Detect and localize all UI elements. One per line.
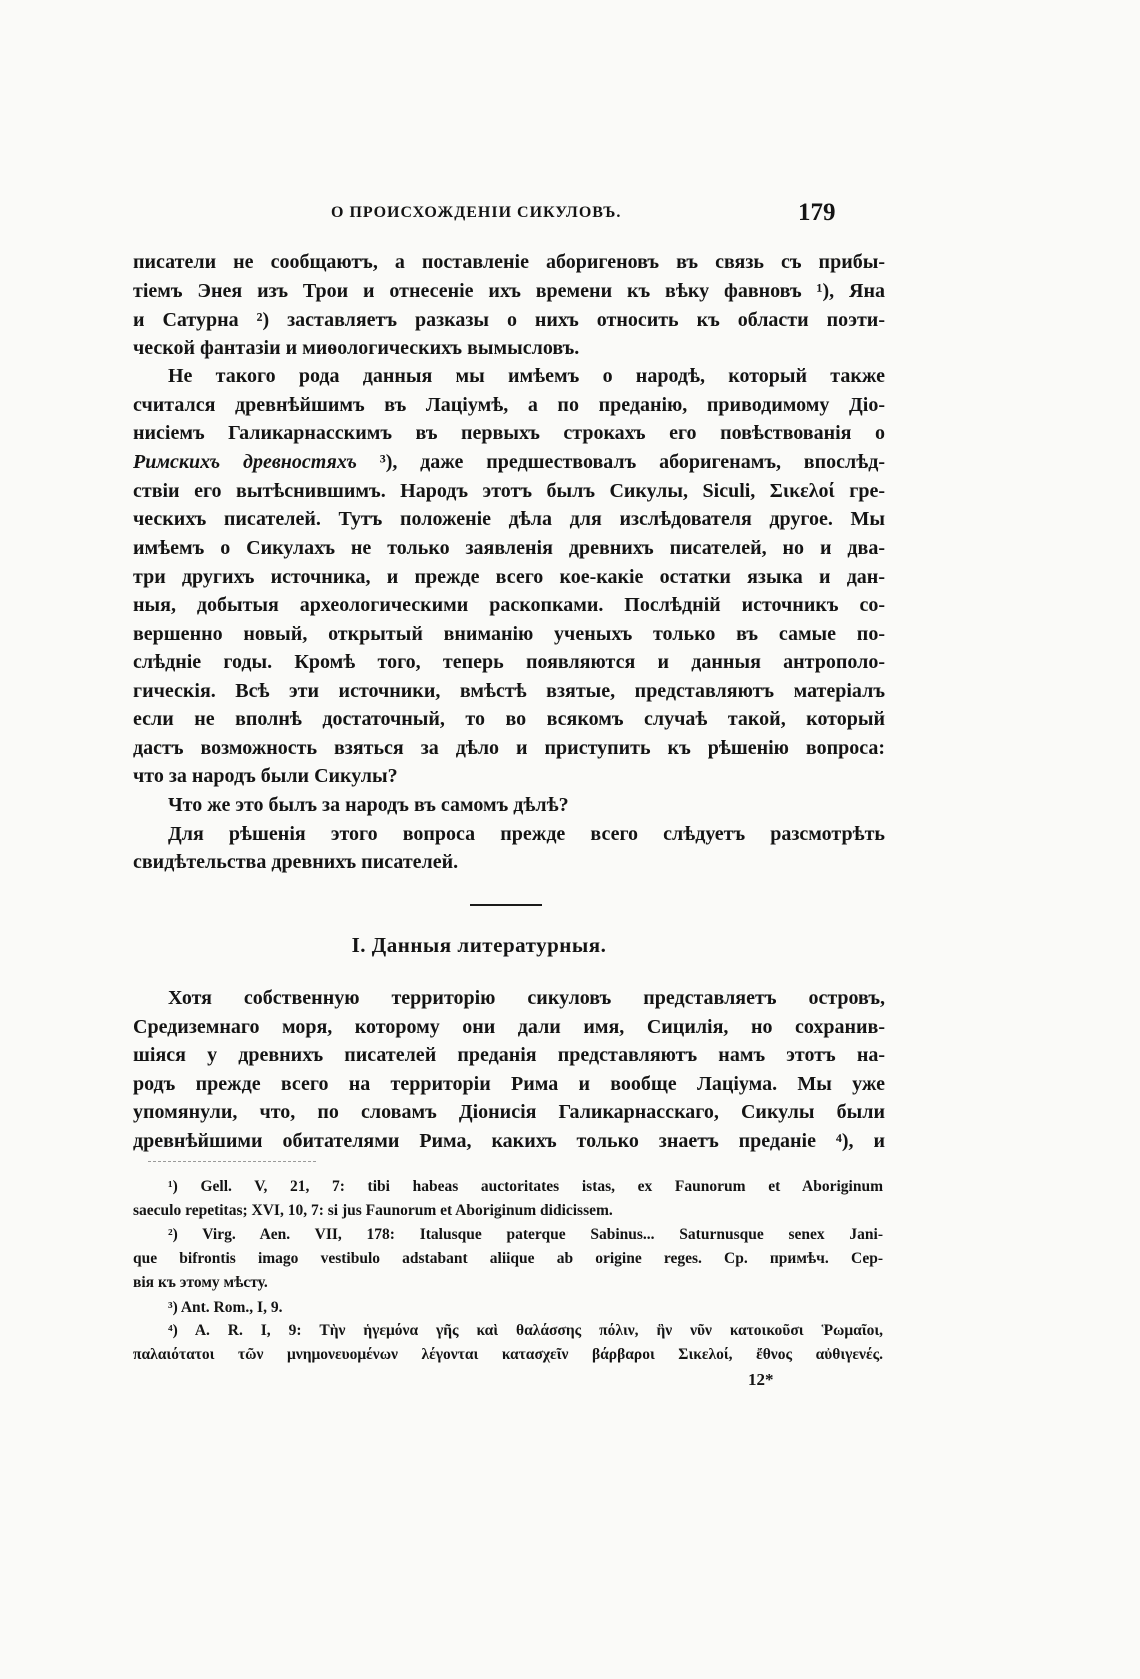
footnote-line: ³) Ant. Rom., I, 9. [168, 1299, 283, 1316]
body-line: писатели не сообщаютъ, а поставленіе аборигеновъ въ связь съ прибы- [133, 251, 885, 273]
section-line: Средиземнаго моря, которому они дали имя, Сицилія, но сохранив- [133, 1016, 885, 1038]
footnote-line: вія къ этому мѣсту. [133, 1274, 268, 1291]
running-head: О ПРОИСХОЖДЕНІИ СИКУЛОВЪ. [331, 204, 622, 221]
body-line: нисіемъ Галикарнасскимъ въ первыхъ строкахъ его повѣствованія о [133, 422, 885, 444]
body-line: имѣемъ о Сикулахъ не только заявленія древнихъ писателей, но и два- [133, 537, 885, 559]
body-line [133, 448, 885, 476]
footnote-line: ²) Virg. Aen. VII, 178: Italusque paterque Sabinus... Saturnusque senex Jani- [168, 1226, 883, 1243]
footnote-line: παλαιότατοι τῶν μνημονευομένων λέγονται κατασχεῖν βάρβαροι Σικελοί, ἔθνος αὐθιγενές. [133, 1346, 883, 1363]
section-divider [470, 904, 542, 906]
italic-title: Римскихъ древностяхъ [133, 451, 357, 473]
footnote-separator [148, 1161, 316, 1162]
body-line: ческой фантазіи и миѳологическихъ вымысловъ. [133, 337, 580, 359]
body-line: свидѣтельства древнихъ писателей. [133, 851, 459, 873]
body-line: ныя, добытыя археологическими раскопками. Послѣдній источникъ со- [133, 594, 885, 616]
body-line: гическія. Всѣ эти источники, вмѣстѣ взятые, представляютъ матеріалъ [133, 680, 885, 702]
section-heading: I. Данныя литературныя. [351, 933, 607, 957]
body-line: ческихъ писателей. Тутъ положеніе дѣла для изслѣдователя другое. Мы [133, 508, 885, 530]
body-line: ствіи его вытѣснившимъ. Народъ этотъ былъ Сикулы, Siculi, Σικελοί гре- [133, 480, 885, 502]
section-line: упомянули, что, по словамъ Діонисія Галикарнасскаго, Сикулы были [133, 1101, 885, 1123]
body-line-text: ³), даже предшествовалъ аборигенамъ, впослѣд- [356, 451, 885, 473]
section-line: древнѣйшими обитателями Рима, какихъ только знаетъ преданіе ⁴), и [133, 1130, 885, 1152]
section-line: родъ прежде всего на территоріи Рима и вообще Лаціума. Мы уже [133, 1073, 885, 1095]
signature-mark: 12* [748, 1370, 774, 1389]
body-line: считался древнѣйшимъ въ Лаціумѣ, а по преданію, приводимому Діо- [133, 394, 885, 416]
body-line: тіемъ Энея изъ Трои и отнесеніе ихъ времени къ вѣку фавновъ ¹), Яна [133, 280, 885, 302]
body-line: дастъ возможность взяться за дѣло и приступить къ рѣшенію вопроса: [133, 737, 885, 759]
body-line: и Сатурна ²) заставляетъ разказы о нихъ относить къ области поэти- [133, 309, 885, 331]
footnote-line: ¹) Gell. V, 21, 7: tibi habeas auctoritates istas, ex Faunorum et Aboriginum [168, 1178, 883, 1195]
body-line: Для рѣшенія этого вопроса прежде всего слѣдуетъ разсмотрѣть [168, 823, 885, 845]
body-line: слѣдніе годы. Кромѣ того, теперь появляются и данныя антрополо- [133, 651, 885, 673]
body-line: три другихъ источника, и прежде всего кое-какіе остатки языка и дан- [133, 566, 885, 588]
body-line: Не такого рода данныя мы имѣемъ о народѣ, который также [168, 365, 885, 387]
footnote-line: que bifrontis imago vestibulo adstabant aliique ab origine reges. Ср. примѣч. Сер- [133, 1250, 883, 1267]
footnote-line: saeculo repetitas; XVI, 10, 7: si jus Faunorum et Aboriginum didicissem. [133, 1202, 613, 1219]
body-line: что за народъ были Сикулы? [133, 765, 398, 787]
footnote-line: ⁴) A. R. I, 9: Τὴν ἡγεμόνα γῆς καὶ θαλάσσης πόλιν, ἣν νῦν κατοικοῦσι Ῥωμαῖοι, [168, 1322, 883, 1339]
body-line: вершенно новый, открытый вниманію ученыхъ только въ самые по- [133, 623, 885, 645]
body-line: если не вполнѣ достаточный, то во всякомъ случаѣ такой, который [133, 708, 885, 730]
section-line: Хотя собственную территорію сикуловъ представляетъ островъ, [168, 987, 885, 1009]
section-line: шіяся у древнихъ писателей преданія представляютъ намъ этотъ на- [133, 1044, 885, 1066]
page-number: 179 [798, 199, 836, 226]
body-line: Что же это былъ за народъ въ самомъ дѣлѣ? [168, 794, 569, 816]
